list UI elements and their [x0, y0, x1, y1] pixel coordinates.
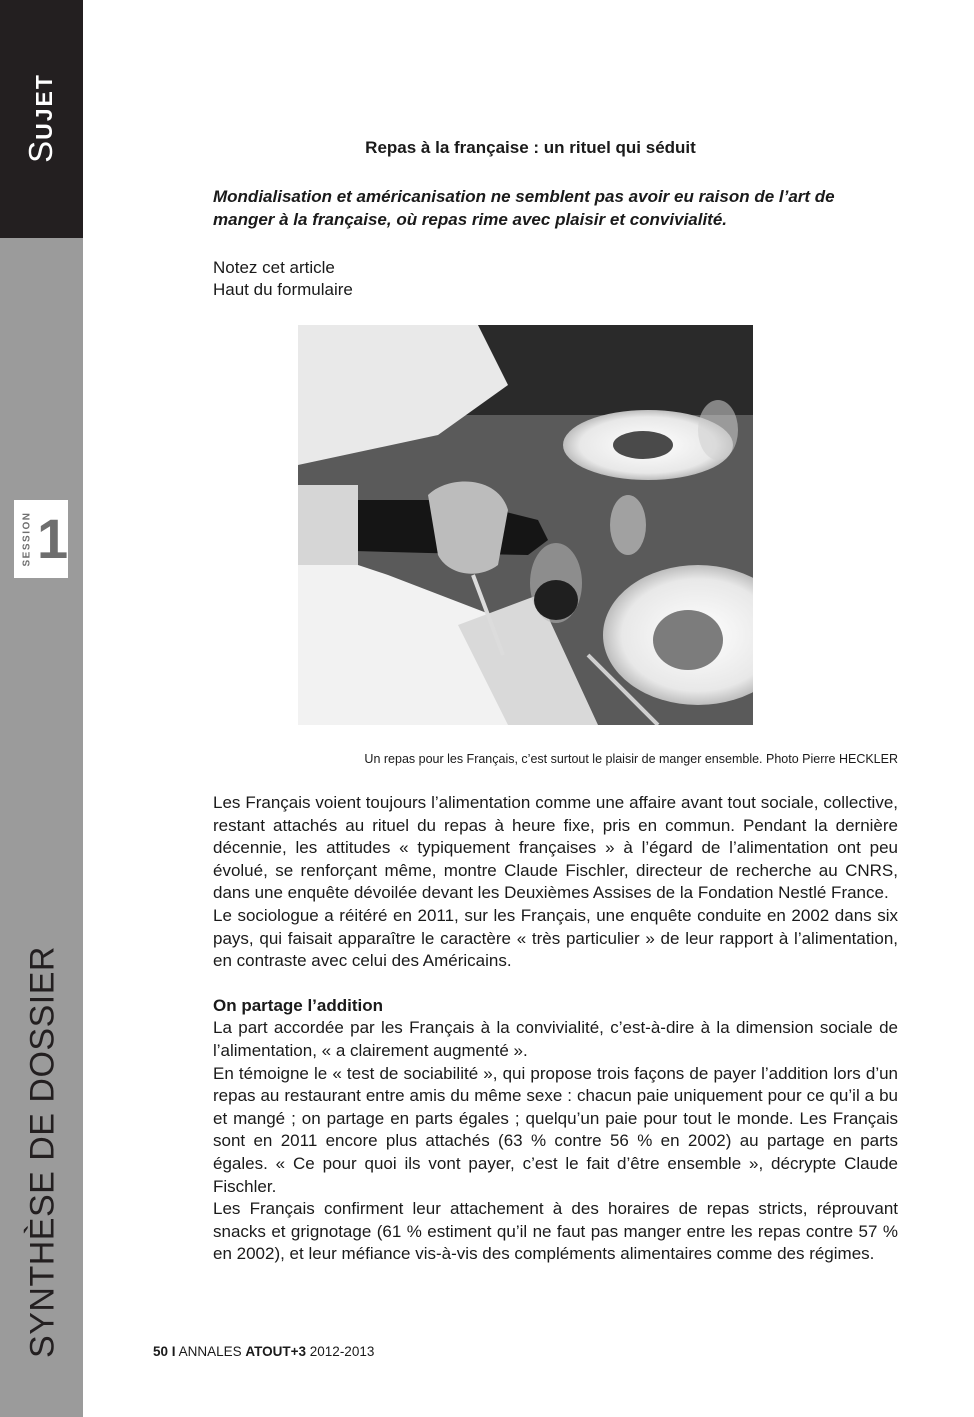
photo-caption: Un repas pour les Français, c’est surtout le plaisir de manger ensemble. Photo Pierre HECKLER [364, 752, 898, 766]
photo-illustration [298, 325, 753, 725]
paragraph: En témoigne le « test de sociabilité », qui propose trois façons de payer l’addition lors d’un repas au restaurant entre amis du même sexe : chacun paie uniquement pour ce qu’il a bu et mangé ; on partage en parts égales ; quelqu’un paie pour tout le monde. Les Français sont en 2011 encore plus attachés (63 % contre 56 % en 2002) au partage en parts égales. « Ce pour quoi ils vont payer, c’est le fait d’être ensemble », décrypte Claude Fischler. [213, 1063, 898, 1196]
sidebar-section-header [0, 0, 83, 238]
sidebar [0, 0, 83, 1417]
page-footer [153, 1344, 374, 1359]
rate-article-label: Notez cet article [213, 258, 335, 277]
brand-name: ATOUT+3 [245, 1344, 307, 1359]
paragraph: Les Français voient toujours l’alimentation comme une affaire avant tout sociale, collective, restant attachés au rituel du repas à heure fixe, pris en commun. Pendant la dernière décennie, les attitudes « typiquement françaises » à l’égard de l’alimentation ont peu évolué, se renforçant même, montre Claude Fischler, directeur de recherche au CNRS, dans une enquête dévoilée devant les Deuxièmes Assises de la Fondation Nestlé France. [213, 793, 898, 903]
publication-years: 2012-2013 [309, 1344, 375, 1359]
paragraph: La part accordée par les Français à la convivialité, c’est-à-dire à la dimension sociale de l’alimentation, « a clairement augmenté ». [213, 1018, 898, 1060]
form-top-label: Haut du formulaire [213, 280, 353, 299]
article-photo [298, 325, 753, 725]
category-title: SYNTHÈSE DE DOSSIER [23, 946, 62, 1358]
article-lead: Mondialisation et américanisation ne semblent pas avoir eu raison de l’art de manger à la française, où repas rime avec plaisir et convivialité. [213, 187, 835, 229]
paragraph: Le sociologue a réitéré en 2011, sur les Français, une enquête conduite en 2002 dans six pays, qui faisait apparaître le caractère « très particulier » de leur rapport à l’alimentation, en contraste avec celui des Américains. [213, 905, 898, 971]
page-number: 50 [153, 1344, 169, 1359]
paragraph: Les Français confirment leur attachement à des horaires de repas stricts, réprouvant snacks et grignotage (61 % estiment qu’il ne faut pas manger entre les repas contre 57 % en 2002), et leur méfiance vis-à-vis des compléments alimentaires comme des régimes. [213, 1199, 898, 1264]
article-title: Repas à la française : un rituel qui séduit [365, 138, 696, 157]
session-badge [14, 500, 68, 578]
publication-name: ANNALES [178, 1344, 242, 1359]
article-body [213, 792, 898, 1266]
footer-separator: I [171, 1344, 176, 1359]
rating-block [213, 257, 353, 301]
session-number: 1 [37, 507, 69, 570]
section-title: SUJET [22, 73, 59, 163]
subheading: On partage l’addition [213, 995, 384, 1015]
session-label: SESSION [21, 511, 33, 567]
